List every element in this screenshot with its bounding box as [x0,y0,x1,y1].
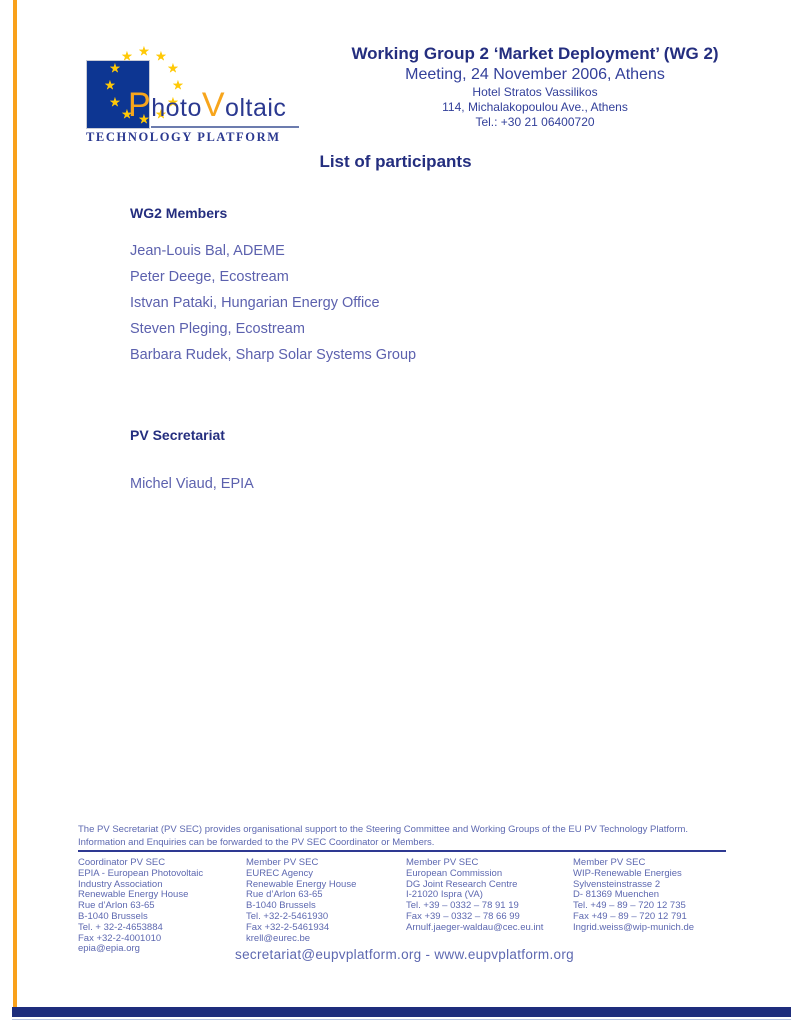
footer-contact-line: Member PV SEC [406,857,479,868]
logo-text-oltaic: oltaic [225,94,287,122]
logo-letter-v: V [201,86,226,124]
footer-contact-line: Tel. + 32-2-4653884 [78,921,163,933]
footer-column-wip [573,858,694,934]
secretariat-contact-links[interactable]: secretariat@eupvplatform.org - www.eupvplatform.org [235,947,574,962]
footer-contact-line: Tel. +49 – 89 – 720 12 735 [573,900,686,912]
members-list [130,238,416,368]
members-section-heading: WG2 Members [130,205,228,221]
footer-contact-line: Renewable Energy House [246,878,357,890]
footer-contact-line: Sylvensteinstrasse 2 [573,878,661,890]
star-icon [109,62,121,75]
secretariat-list [130,471,254,497]
participant-name: Michel Viaud, EPIA [130,476,254,492]
star-icon [104,79,116,92]
footer-contact-line: Renewable Energy House [78,889,189,901]
footer-contact-line: Tel. +39 – 0332 – 78 91 19 [406,900,519,912]
footer-contact-line: Tel. +32-2-5461930 [246,910,329,922]
footer-contact-line: B-1040 Brussels [246,900,316,912]
participant-name: Jean-Louis Bal, ADEME [130,243,285,259]
footer-contact-columns [78,858,758,958]
participant-name: Steven Pleging, Ecostream [130,321,305,337]
meeting-subtitle: Meeting, 24 November 2006, Athens [405,66,665,83]
participant-name: Istvan Pataki, Hungarian Energy Office [130,295,380,311]
footer-contact-line: EUREC Agency [246,867,314,879]
footer-divider-line [78,850,726,852]
footer-contact-line: I-21020 Ispra (VA) [406,889,483,901]
footer-contact-line: Fax +49 – 89 – 720 12 791 [573,910,687,922]
footer-contact-line: epia@epia.org [78,943,140,955]
footer-contact-line: Fax +32-2-4001010 [78,932,162,944]
footer-contact-line: Fax +39 – 0332 – 78 66 99 [406,910,520,922]
footer-contact-line: EPIA - European Photovoltaic [78,867,204,879]
footer-note-line1: The PV Secretariat (PV SEC) provides organisational support to the Steering Committee and Working Groups of the EU PV Technology Platform. [78,824,689,835]
footer-contact-line: Rue d’Arlon 63-65 [78,900,155,912]
secretariat-section-heading: PV Secretariat [130,427,225,443]
footer-contact-line: WIP-Renewable Energies [573,867,682,879]
footer-contact-line: Member PV SEC [573,857,646,868]
footer-column-coordinator [78,858,203,955]
footer-contact-line: Fax +32-2-5461934 [246,921,330,933]
footer-contact-line: Coordinator PV SEC [78,857,166,868]
participant-name: Peter Deege, Ecostream [130,269,289,285]
logo-subtitle: TECHNOLOGY PLATFORM [86,130,281,144]
meeting-header [335,44,735,130]
logo-wordmark [128,88,286,125]
meeting-address: 114, Michalakopoulou Ave., Athens [442,100,628,114]
star-icon [121,50,133,63]
logo-text-hoto: hoto [151,94,202,122]
footer-contact-line: D- 81369 Muenchen [573,889,660,901]
footer-contact-line: B-1040 Brussels [78,910,148,922]
footer-contact-line: Industry Association [78,878,163,890]
logo-divider-line [151,126,299,128]
footer-note [78,824,738,849]
footer-contact-line: krell@eurec.be [246,932,311,944]
bottom-hairline [12,1019,791,1020]
footer-contact-line: Member PV SEC [246,857,319,868]
footer-contact-line: DG Joint Research Centre [406,878,518,890]
meeting-venue: Hotel Stratos Vassilikos [472,85,598,99]
logo-letter-p: P [128,86,152,124]
bottom-navy-bar [12,1007,791,1017]
meeting-title: Working Group 2 ‘Market Deployment’ (WG 2) [351,44,719,63]
footer-contact-line: European Commission [406,867,503,879]
pv-technology-platform-logo [86,50,304,145]
footer-contact-line: Rue d’Arlon 63-65 [246,889,323,901]
footer-contact-line: Arnulf.jaeger-waldau@cec.eu.int [406,921,544,933]
footer-column-eurec [246,858,356,944]
footer-contact-line: Ingrid.weiss@wip-munich.de [573,921,695,933]
footer-column-european-commission [406,858,543,934]
star-icon [109,96,121,109]
meeting-phone: Tel.: +30 21 06400720 [475,115,595,129]
footer-note-line2: Information and Enquiries can be forwarded to the PV SEC Coordinator or Members. [78,836,435,848]
star-icon [138,45,150,58]
page-title: List of participants [319,152,472,171]
star-icon [155,50,167,63]
participant-name: Barbara Rudek, Sharp Solar Systems Group [130,347,417,363]
star-icon [167,62,179,75]
